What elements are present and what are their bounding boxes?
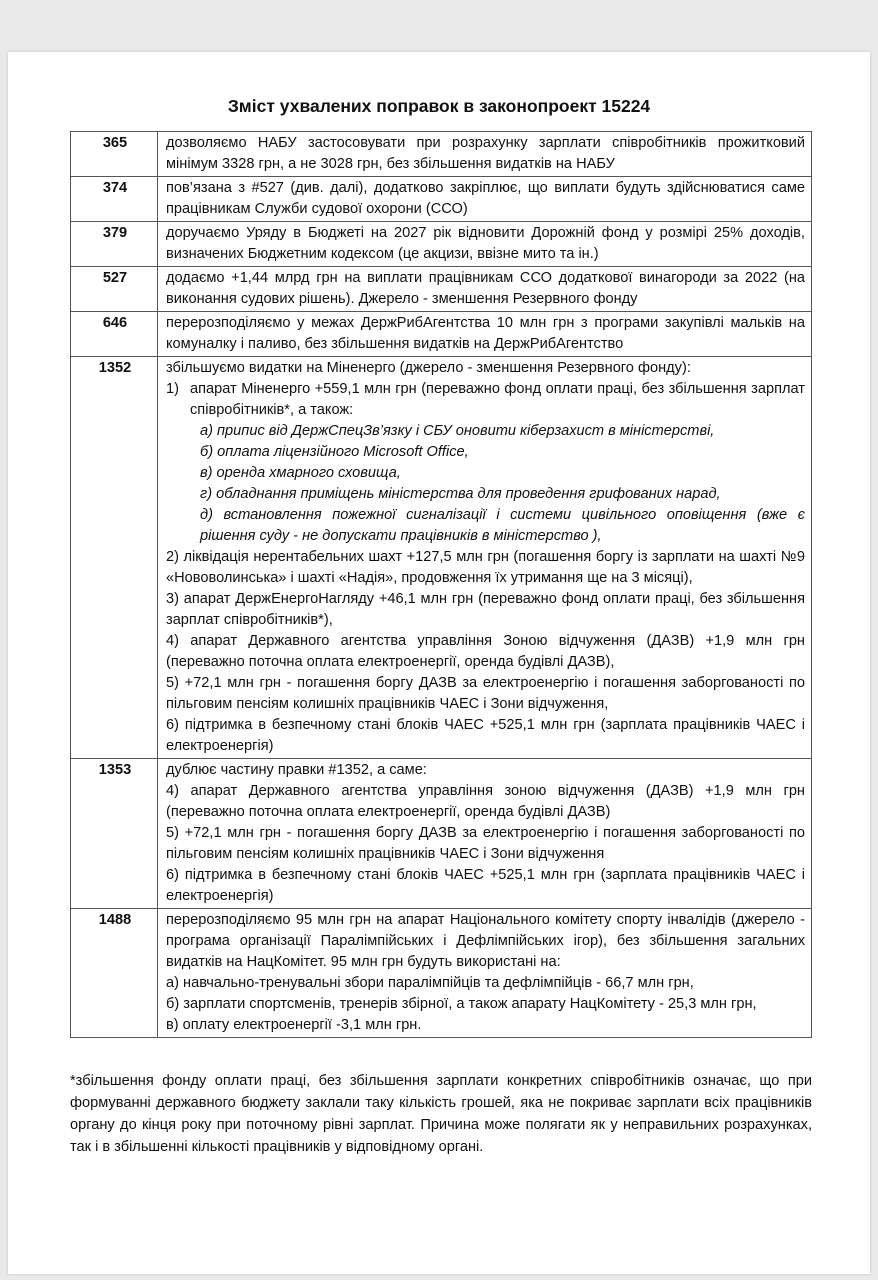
list-item: 4) апарат Державного агентства управління зоною відчуження (ДАЗВ) +1,9 млн грн (переважно поточна оплата електроенергії, оренда будівлі ДАЗВ): [166, 783, 805, 820]
amendment-number: 365: [71, 132, 158, 177]
table-row: [71, 177, 812, 222]
amendment-description: додаємо +1,44 млрд грн на виплати працівникам ССО додаткової винагороди за 2022 (на виконання судових рішень). Джерело - зменшення Резервного фонду: [158, 267, 812, 312]
list-item-text: апарат Міненерго +559,1 млн грн (переважно фонд оплати праці, без збільшення зарплат співробітників*, а також:: [190, 381, 805, 418]
list-item: 4) апарат Державного агентства управління Зоною відчуження (ДАЗВ) +1,9 млн грн (переважно поточна оплата електроенергії, оренда будівлі ДАЗВ),: [166, 633, 805, 670]
list-item: 6) підтримка в безпечному стані блоків ЧАЕС +525,1 млн грн (зарплата працівників ЧАЕС і електроенергія): [166, 867, 805, 904]
document-title: Зміст ухвалених поправок в законопроект 15224: [227, 96, 651, 116]
amendment-number: 646: [71, 312, 158, 357]
amendments-table: [70, 131, 812, 1038]
list-item: а) навчально-тренувальні збори паралімпійців та дефлімпійців - 66,7 млн грн,: [166, 975, 694, 991]
table-row: [71, 132, 812, 177]
table-row: [71, 357, 812, 759]
list-item: 5) +72,1 млн грн - погашення боргу ДАЗВ за електроенергію і погашення заборгованості по пільговим пенсіям колишніх працівників ЧАЕС і Зони відчуження,: [166, 675, 805, 712]
amendment-number: 527: [71, 267, 158, 312]
sub-item-text: д) встановлення пожежної сигналізації і системи цивільного оповіщення (вже є рішення суду - не допускати працівників в міністерство ),: [200, 507, 805, 544]
list-item: [166, 379, 805, 421]
sub-item: б) оплата ліцензійного Microsoft Office,: [200, 444, 469, 460]
list-item: 2) ліквідація нерентабельних шахт +127,5 млн грн (погашення боргу із зарплати на шахті №9 «Нововолинська» і шахті «Надія», продовження їх утримання ще на 3 місяці),: [166, 549, 805, 586]
list-item: 5) +72,1 млн грн - погашення боргу ДАЗВ за електроенергію і погашення заборгованості по пільговим пенсіям колишніх працівників ЧАЕС і Зони відчуження: [166, 825, 805, 862]
list-item: б) зарплати спортсменів, тренерів збірної, а також апарату НацКомітету - 25,3 млн грн,: [166, 996, 757, 1012]
amendment-number: 1488: [71, 909, 158, 1038]
amendment-description: перерозподіляємо у межах ДержРибАгентства 10 млн грн з програми закупівлі мальків на комуналку і паливо, без збільшення видатків на ДержРибАгентство: [158, 312, 812, 357]
amendment-number: 1352: [71, 357, 158, 759]
amendment-intro: збільшуємо видатки на Міненерго (джерело - зменшення Резервного фонду):: [166, 360, 691, 376]
list-item: 6) підтримка в безпечному стані блоків ЧАЕС +525,1 млн грн (зарплата працівників ЧАЕС і електроенергія): [166, 717, 805, 754]
table-row: [71, 222, 812, 267]
document-page: [8, 52, 870, 1274]
amendment-number: 374: [71, 177, 158, 222]
amendment-description: [158, 759, 812, 909]
sub-item: в) оренда хмарного сховища,: [200, 465, 401, 481]
sub-item: г) обладнання приміщень міністерства для проведення грифованих нарад,: [200, 486, 721, 502]
amendment-description: доручаємо Уряду в Бюджеті на 2027 рік відновити Дорожній фонд у розмірі 25% доходів, визначених Бюджетним кодексом (це акцизи, ввізне мито та ін.): [158, 222, 812, 267]
amendment-description: [158, 357, 812, 759]
table-row: [71, 312, 812, 357]
list-item-number: 1): [166, 381, 179, 397]
table-row: [71, 267, 812, 312]
footnote: *збільшення фонду оплати праці, без збільшення зарплати конкретних співробітників означає, що при формуванні державного бюджету заклали таку кількість грошей, яка не покриває зарплати всіх працівників органу до кінця року при поточному рівні зарплат. Причина може полягати як у неправильних розрахунках, так і в збільшенні кількості працівників у відповідному органі.: [70, 1073, 812, 1155]
sub-item: [166, 505, 805, 547]
amendment-description: [158, 909, 812, 1038]
list-item: 3) апарат ДержЕнергоНагляду +46,1 млн грн (переважно фонд оплати праці, без збільшення зарплат співробітників*),: [166, 591, 805, 628]
amendment-description: дозволяємо НАБУ застосовувати при розрахунку зарплати співробітників прожитковий мінімум 3328 грн, а не 3028 грн, без збільшення видатків на НАБУ: [158, 132, 812, 177]
amendment-intro: дублює частину правки #1352, а саме:: [166, 762, 427, 778]
sub-item: а) припис від ДержСпецЗв’язку і СБУ оновити кіберзахист в міністерстві,: [200, 423, 715, 439]
amendment-number: 1353: [71, 759, 158, 909]
table-row: [71, 909, 812, 1038]
list-item: в) оплату електроенергії -3,1 млн грн.: [166, 1017, 422, 1033]
amendment-number: 379: [71, 222, 158, 267]
table-row: [71, 759, 812, 909]
amendment-description: пов’язана з #527 (див. далі), додатково закріплює, що виплати будуть здійснюватися саме працівникам Служби судової охорони (ССО): [158, 177, 812, 222]
amendment-intro: перерозподіляємо 95 млн грн на апарат Національного комітету спорту інвалідів (джерело - програма організації Паралімпійських і Дефлімпійських ігор), без збільшення загальних видатків на НацКомітет. 95 млн грн будуть використані на:: [166, 912, 805, 970]
